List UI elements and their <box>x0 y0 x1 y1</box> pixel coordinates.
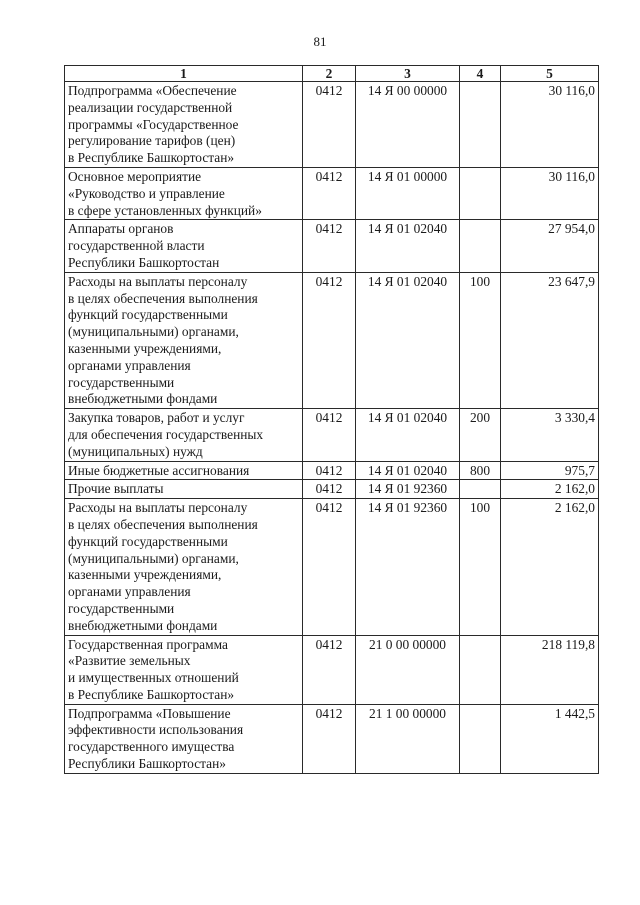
table-row <box>65 499 599 635</box>
row-name-line: «Развитие земельных <box>68 653 191 669</box>
row-name <box>65 635 303 704</box>
row-name-line: казенными учреждениями, <box>68 340 222 356</box>
row-name-line: (муниципальных) нужд <box>68 443 203 459</box>
row-section-code: 0412 <box>303 167 356 219</box>
row-name-line: внебюджетными фондами <box>68 391 218 407</box>
table-row <box>65 220 599 272</box>
row-section-code: 0412 <box>303 220 356 272</box>
row-name <box>65 704 303 773</box>
row-name <box>65 409 303 461</box>
row-target-code: 21 0 00 00000 <box>356 635 460 704</box>
row-section-code: 0412 <box>303 499 356 635</box>
row-section-code: 0412 <box>303 704 356 773</box>
row-name-line: программы «Государственное <box>68 116 239 132</box>
table-body <box>65 82 599 774</box>
table-row <box>65 461 599 480</box>
row-amount: 3 330,4 <box>501 409 599 461</box>
row-name-line: Расходы на выплаты персоналу <box>68 273 248 289</box>
row-target-code: 14 Я 00 00000 <box>356 82 460 168</box>
row-name <box>65 272 303 408</box>
row-section-code: 0412 <box>303 409 356 461</box>
row-name-line: в целях обеспечения выполнения <box>68 290 258 306</box>
row-name-line: регулирование тарифов (цен) <box>68 133 236 149</box>
row-name-line: Основное мероприятие <box>68 168 202 184</box>
row-expense-type: 100 <box>460 499 501 635</box>
row-name-line: эффективности использования <box>68 722 244 738</box>
table-row <box>65 635 599 704</box>
row-name-line: Расходы на выплаты персоналу <box>68 500 248 516</box>
row-name-line: казенными учреждениями, <box>68 567 222 583</box>
row-amount: 23 647,9 <box>501 272 599 408</box>
row-name-line: функций государственными <box>68 307 228 323</box>
table-row <box>65 704 599 773</box>
row-amount: 218 119,8 <box>501 635 599 704</box>
row-amount: 30 116,0 <box>501 167 599 219</box>
row-amount: 975,7 <box>501 461 599 480</box>
row-target-code: 14 Я 01 00000 <box>356 167 460 219</box>
row-amount: 27 954,0 <box>501 220 599 272</box>
row-name-line: в Республике Башкортостан» <box>68 150 235 166</box>
row-target-code: 14 Я 01 02040 <box>356 461 460 480</box>
row-expense-type <box>460 220 501 272</box>
row-target-code: 21 1 00 00000 <box>356 704 460 773</box>
row-name <box>65 499 303 635</box>
row-name-line: Иные бюджетные ассигнования <box>68 462 250 478</box>
row-target-code: 14 Я 01 02040 <box>356 272 460 408</box>
row-expense-type <box>460 704 501 773</box>
row-name <box>65 220 303 272</box>
row-target-code: 14 Я 01 92360 <box>356 499 460 635</box>
row-name-line: государственными <box>68 374 175 390</box>
row-name-line: и имущественных отношений <box>68 670 239 686</box>
row-name-line: Подпрограмма «Повышение <box>68 705 231 721</box>
row-name-line: Закупка товаров, работ и услуг <box>68 410 245 426</box>
row-name-line: (муниципальными) органами, <box>68 550 239 566</box>
row-target-code: 14 Я 01 92360 <box>356 480 460 499</box>
row-name-line: органами управления <box>68 357 191 373</box>
row-expense-type <box>460 635 501 704</box>
row-name-line: государственной власти <box>68 238 205 254</box>
row-amount: 30 116,0 <box>501 82 599 168</box>
page-number: 81 <box>313 34 327 49</box>
table-row <box>65 409 599 461</box>
row-name <box>65 461 303 480</box>
row-name-line: в Республике Башкортостан» <box>68 686 235 702</box>
row-name-line: функций государственными <box>68 533 228 549</box>
row-name <box>65 82 303 168</box>
row-name-line: Республики Башкортостан <box>68 254 220 270</box>
row-name-line: Подпрограмма «Обеспечение <box>68 83 237 98</box>
row-name-line: Прочие выплаты <box>68 481 164 497</box>
row-section-code: 0412 <box>303 272 356 408</box>
row-amount: 2 162,0 <box>501 480 599 499</box>
row-expense-type: 800 <box>460 461 501 480</box>
table-row <box>65 82 599 168</box>
row-section-code: 0412 <box>303 461 356 480</box>
header-col-1: 1 <box>65 66 303 82</box>
header-col-3: 3 <box>356 66 460 82</box>
row-expense-type: 100 <box>460 272 501 408</box>
header-col-5: 5 <box>501 66 599 82</box>
row-amount: 2 162,0 <box>501 499 599 635</box>
row-name <box>65 480 303 499</box>
header-col-4: 4 <box>460 66 501 82</box>
row-name-line: Государственная программа <box>68 636 228 652</box>
row-name-line: Аппараты органов <box>68 221 174 237</box>
table-row <box>65 272 599 408</box>
row-amount: 1 442,5 <box>501 704 599 773</box>
row-name-line: (муниципальными) органами, <box>68 324 239 340</box>
row-name-line: внебюджетными фондами <box>68 617 218 633</box>
row-expense-type <box>460 480 501 499</box>
row-section-code: 0412 <box>303 635 356 704</box>
row-expense-type <box>460 82 501 168</box>
row-name-line: Республики Башкортостан» <box>68 756 226 772</box>
row-section-code: 0412 <box>303 480 356 499</box>
table-row <box>65 480 599 499</box>
header-col-2: 2 <box>303 66 356 82</box>
row-name-line: реализации государственной <box>68 99 233 115</box>
row-target-code: 14 Я 01 02040 <box>356 409 460 461</box>
row-expense-type: 200 <box>460 409 501 461</box>
row-name-line: для обеспечения государственных <box>68 426 264 442</box>
budget-table <box>64 65 599 774</box>
row-expense-type <box>460 167 501 219</box>
row-name-line: органами управления <box>68 584 191 600</box>
row-name <box>65 167 303 219</box>
header-row <box>65 66 599 82</box>
row-name-line: «Руководство и управление <box>68 185 225 201</box>
row-section-code: 0412 <box>303 82 356 168</box>
row-name-line: в сфере установленных функций» <box>68 202 262 218</box>
row-target-code: 14 Я 01 02040 <box>356 220 460 272</box>
table-row <box>65 167 599 219</box>
row-name-line: в целях обеспечения выполнения <box>68 516 258 532</box>
row-name-line: государственными <box>68 600 175 616</box>
row-name-line: государственного имущества <box>68 739 235 755</box>
